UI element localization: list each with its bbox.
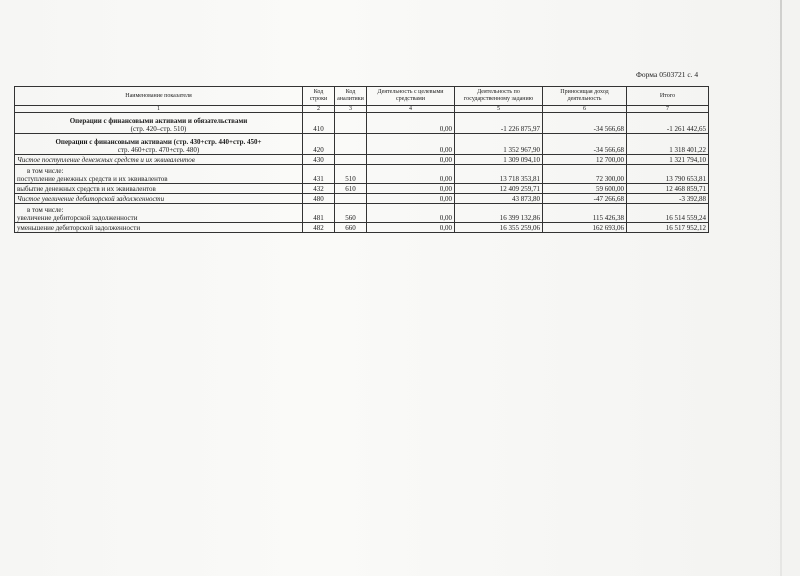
column-number: 1: [15, 106, 303, 113]
column-number: 2: [303, 106, 335, 113]
value-target-funds: 0,00: [367, 223, 455, 233]
value-target-funds: 0,00: [367, 184, 455, 194]
line-code: 432: [303, 184, 335, 194]
value-target-funds: 0,00: [367, 155, 455, 165]
analytic-code: [335, 134, 367, 155]
analytic-code: 660: [335, 223, 367, 233]
row-name: [15, 204, 303, 223]
header-indicator-name: Наименование показателя: [15, 87, 303, 106]
value-income-activity: 162 693,06: [543, 223, 627, 233]
value-state-assignment: 12 409 259,71: [455, 184, 543, 194]
row-prefix: в том числе:: [27, 167, 64, 176]
line-code: 480: [303, 194, 335, 204]
row-name: уменьшение дебиторской задолженности: [15, 223, 303, 233]
row-prefix: в том числе:: [27, 206, 64, 215]
row-name: [15, 165, 303, 184]
value-state-assignment: -1 226 875,97: [455, 113, 543, 134]
header-total: Итого: [627, 87, 709, 106]
table-row-431: [15, 165, 709, 184]
line-code: 482: [303, 223, 335, 233]
value-income-activity: -47 266,68: [543, 194, 627, 204]
value-target-funds: 0,00: [367, 204, 455, 223]
column-number: 4: [367, 106, 455, 113]
value-target-funds: 0,00: [367, 113, 455, 134]
analytic-code: 560: [335, 204, 367, 223]
header-analytic-code: Код аналитики: [335, 87, 367, 106]
value-income-activity: 72 300,00: [543, 165, 627, 184]
row-title: увеличение дебиторской задолженности: [17, 213, 138, 222]
report-table: [14, 86, 709, 233]
row-name: [15, 113, 303, 134]
table-row-430: [15, 155, 709, 165]
value-total: 13 790 653,81: [627, 165, 709, 184]
line-code: 431: [303, 165, 335, 184]
value-state-assignment: 13 718 353,81: [455, 165, 543, 184]
value-income-activity: 59 600,00: [543, 184, 627, 194]
value-target-funds: 0,00: [367, 134, 455, 155]
row-name: выбытие денежных средств и их эквивалентов: [15, 184, 303, 194]
analytic-code: [335, 194, 367, 204]
analytic-code: [335, 113, 367, 134]
analytic-code: [335, 155, 367, 165]
column-number-row: [15, 106, 709, 113]
value-income-activity: -34 566,68: [543, 113, 627, 134]
value-target-funds: 0,00: [367, 165, 455, 184]
value-target-funds: 0,00: [367, 194, 455, 204]
page-edge-shadow: [780, 0, 782, 576]
value-total: 1 318 401,22: [627, 134, 709, 155]
header-target-funds: Деятельность с целевыми средствами: [367, 87, 455, 106]
column-number: 5: [455, 106, 543, 113]
header-line-code: Код строки: [303, 87, 335, 106]
value-state-assignment: 43 873,80: [455, 194, 543, 204]
table-row-410: [15, 113, 709, 134]
line-code: 430: [303, 155, 335, 165]
row-name: Чистое увеличение дебиторской задолженности: [15, 194, 303, 204]
table-row-480: [15, 194, 709, 204]
value-income-activity: -34 566,68: [543, 134, 627, 155]
value-total: 16 514 559,24: [627, 204, 709, 223]
line-code: 481: [303, 204, 335, 223]
value-total: -1 261 442,65: [627, 113, 709, 134]
value-total: -3 392,88: [627, 194, 709, 204]
value-income-activity: 115 426,38: [543, 204, 627, 223]
analytic-code: 610: [335, 184, 367, 194]
row-title: Операции с финансовыми активами (стр. 430+стр. 440+стр. 450+: [55, 138, 262, 147]
column-number: 6: [543, 106, 627, 113]
line-code: 410: [303, 113, 335, 134]
analytic-code: 510: [335, 165, 367, 184]
row-name: Чистое поступление денежных средств и их эквивалентов: [15, 155, 303, 165]
table-row-481: [15, 204, 709, 223]
table-row-420: [15, 134, 709, 155]
row-title: поступление денежных средств и их эквивалентов: [17, 174, 168, 183]
table-row-482: [15, 223, 709, 233]
row-subtitle: стр. 460+стр. 470+стр. 480): [117, 145, 200, 154]
value-total: 12 468 859,71: [627, 184, 709, 194]
line-code: 420: [303, 134, 335, 155]
value-state-assignment: 16 399 132,86: [455, 204, 543, 223]
value-total: 1 321 794,10: [627, 155, 709, 165]
value-state-assignment: 1 309 094,10: [455, 155, 543, 165]
value-state-assignment: 1 352 967,90: [455, 134, 543, 155]
value-state-assignment: 16 355 259,06: [455, 223, 543, 233]
header-income-activity: Приносящая доход деятельность: [543, 87, 627, 106]
header-state-assignment: Деятельность по государственному заданию: [455, 87, 543, 106]
value-total: 16 517 952,12: [627, 223, 709, 233]
row-name: [15, 134, 303, 155]
form-reference: Форма 0503721 с. 4: [636, 70, 699, 79]
column-number: 7: [627, 106, 709, 113]
row-subtitle: (стр. 420–стр. 510): [130, 124, 187, 133]
row-title: Операции с финансовыми активами и обязательствами: [69, 117, 248, 126]
column-number: 3: [335, 106, 367, 113]
value-income-activity: 12 700,00: [543, 155, 627, 165]
table-row-432: [15, 184, 709, 194]
header-row: [15, 87, 709, 106]
